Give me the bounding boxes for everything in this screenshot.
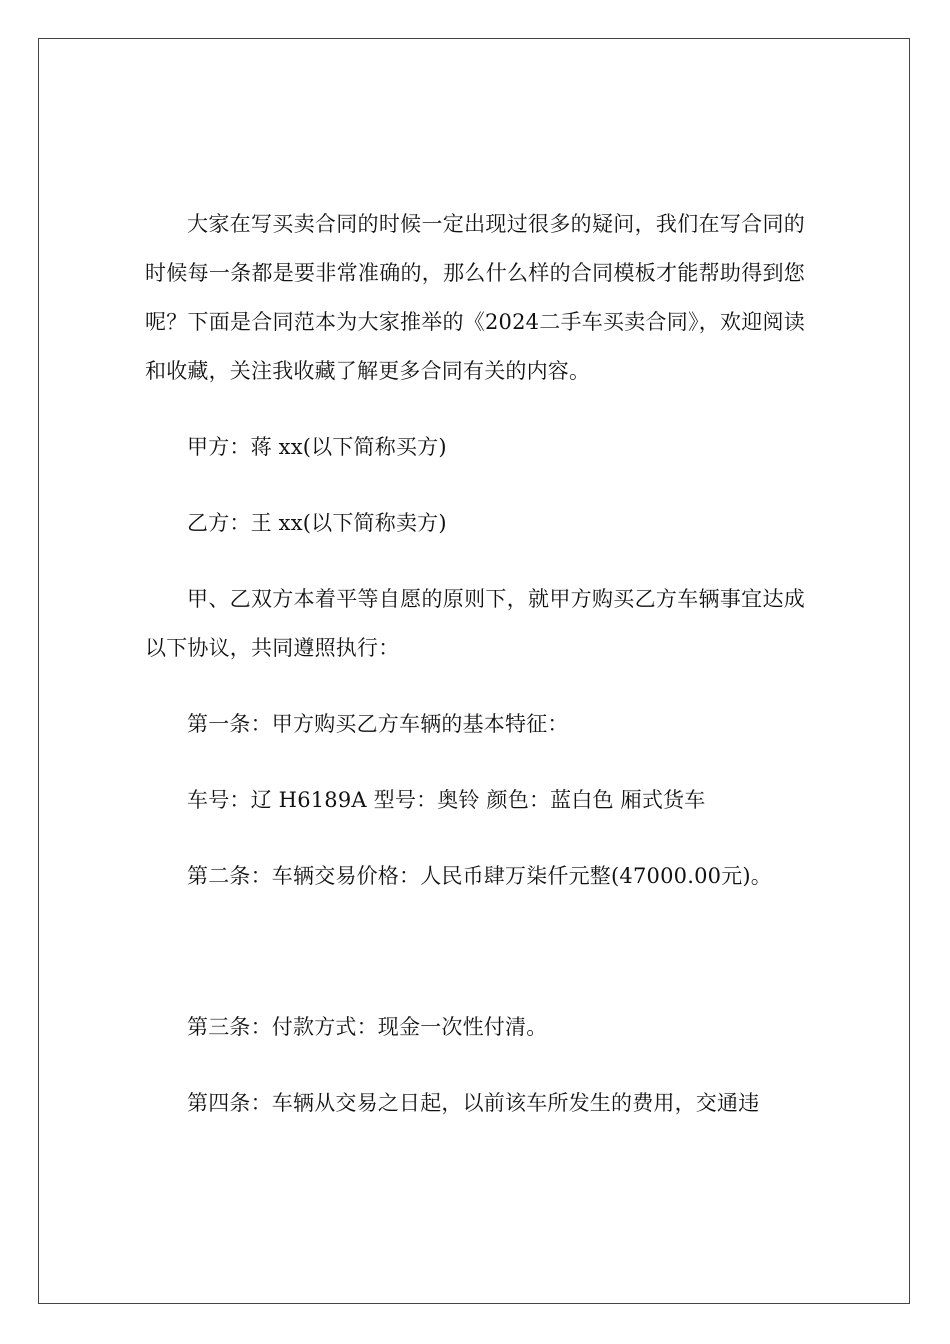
article-1: 第一条：甲方购买乙方车辆的基本特征： xyxy=(187,712,569,736)
intro-paragraph: 大家在写买卖合同的时候一定出现过很多的疑问，我们在写合同的时候每一条都是要非常准确的，那么什么样的合同模板才能帮助得到您呢？下面是合同范本为大家推举的《2024二手车买卖合同》，欢迎阅读和收藏，关注我收藏了解更多合同有关的内容。 xyxy=(145,212,805,383)
article-3: 第三条：付款方式：现金一次性付清。 xyxy=(187,1015,548,1039)
article-4: 第四条：车辆从交易之日起，以前该车所发生的费用，交通违 xyxy=(187,1091,760,1115)
article-2: 第二条：车辆交易价格：人民币肆万柒仟元整(47000.00元)。 xyxy=(187,864,772,888)
party-b: 乙方：王 xx(以下简称卖方) xyxy=(187,511,447,535)
document-body xyxy=(145,200,805,1155)
agreement-preamble: 甲、乙双方本着平等自愿的原则下，就甲方购买乙方车辆事宜达成以下协议，共同遵照执行： xyxy=(145,587,805,660)
party-a: 甲方：蒋 xx(以下简称买方) xyxy=(187,435,447,459)
vehicle-details: 车号：辽 H6189A 型号：奥铃 颜色：蓝白色 厢式货车 xyxy=(187,788,706,812)
